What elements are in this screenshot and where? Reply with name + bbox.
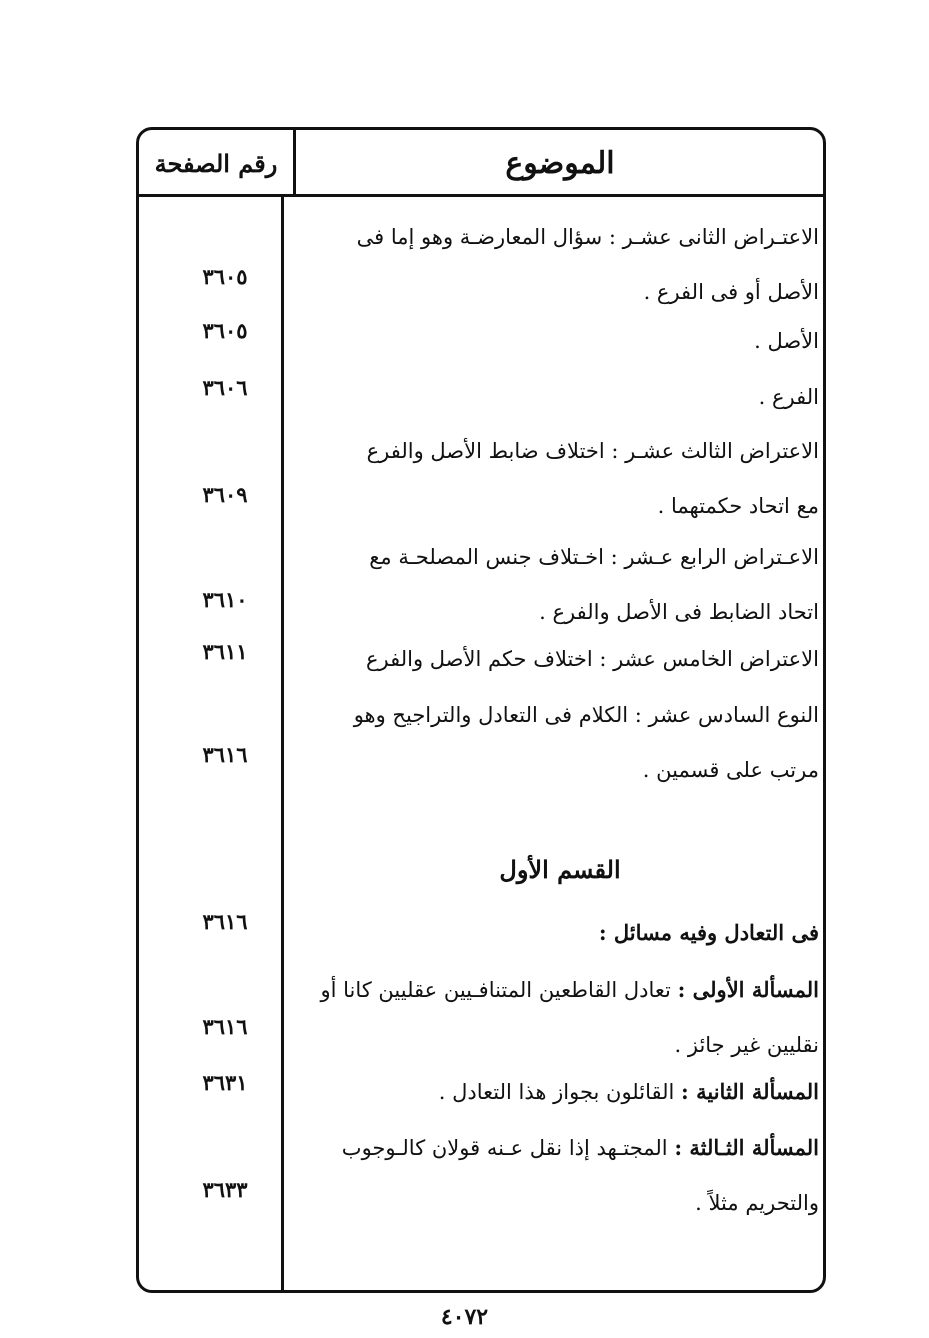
list-item (299, 530, 819, 640)
entry-page-number: ٣٦١٠ (202, 587, 248, 612)
entry-text-line: الاعتراض الثالث عشـر : اختلاف ضابط الأصل والفرع (366, 439, 819, 463)
entry-label: المسألة الثانية : (681, 1079, 819, 1104)
header-divider (136, 194, 826, 197)
column-divider (281, 194, 284, 1290)
entry-label: فى التعادل وفيه مسائل : (598, 920, 819, 945)
entry-text-line: الاعـتراض الرابع عـشر : اخـتلاف جنس المصلحـة مع (369, 545, 819, 569)
entry-page-number: ٣٦٠٩ (202, 482, 248, 507)
list-item (299, 1120, 819, 1231)
list-item (299, 370, 819, 425)
entry-page-number: ٣٦١٦ (202, 1014, 248, 1039)
page-footer-number: ٤٠٧٢ (440, 1304, 489, 1330)
entry-page-number: ٣٦١١ (202, 639, 248, 664)
entry-page-number: ٣٦٠٦ (202, 375, 248, 400)
entry-text-line: اتحاد الضابط فى الأصل والفرع . (539, 600, 819, 624)
entry-page-number: ٣٦٣٣ (202, 1177, 248, 1202)
topic-header-text: الموضوع (505, 145, 615, 181)
list-item (299, 424, 819, 534)
entry-label: المسألة الثـالثة : (674, 1135, 819, 1160)
section-title: القسم الأول (499, 855, 621, 884)
page-column-header (140, 133, 292, 193)
list-item (299, 1064, 819, 1120)
entry-text-line: القائلون بجواز هذا التعادل . (438, 1080, 675, 1104)
entry-page-number: ٣٦١٦ (202, 909, 248, 934)
entry-text-line: الأصل أو فى الفرع . (643, 280, 819, 304)
entry-page-number: ٣٦٠٥ (202, 264, 248, 289)
list-item (299, 688, 819, 798)
entry-text-line: الفرع . (758, 385, 819, 409)
entry-page-number: ٣٦٣١ (202, 1070, 248, 1095)
entry-text-line: الاعتـراض الثانى عشـر : سؤال المعارضـة وهو إما فى (356, 225, 819, 249)
entry-text-line: نقليين غير جائز . (674, 1033, 819, 1057)
entry-text-line: النوع السادس عشر : الكلام فى التعادل والتراجيح وهو (353, 703, 819, 727)
entry-page-number: ٣٦٠٥ (202, 318, 248, 343)
list-item (299, 314, 819, 369)
entry-text-line: الأصل . (754, 329, 819, 353)
list-item (299, 210, 819, 320)
topic-column-header (296, 133, 824, 193)
entry-text-line: المجتـهد إذا نقل عـنه قولان كالـوجوب (341, 1136, 668, 1160)
entry-text-line: مع اتحاد حكمتهما . (657, 494, 819, 518)
entry-text-line: والتحريم مثلاً . (695, 1191, 819, 1215)
list-item (299, 632, 819, 687)
list-item (299, 905, 819, 961)
entry-text-line: الاعتراض الخامس عشر : اختلاف حكم الأصل والفرع (365, 647, 819, 671)
entry-text-line: تعادل القاطعين المتنافـيين عقليين كانا أو (320, 978, 671, 1002)
list-item (299, 962, 819, 1073)
entry-text-line: مرتب على قسمين . (642, 758, 819, 782)
entry-page-number: ٣٦١٦ (202, 742, 248, 767)
page-header-text: رقم الصفحة (154, 148, 278, 178)
entry-label: المسألة الأولى : (677, 977, 819, 1002)
